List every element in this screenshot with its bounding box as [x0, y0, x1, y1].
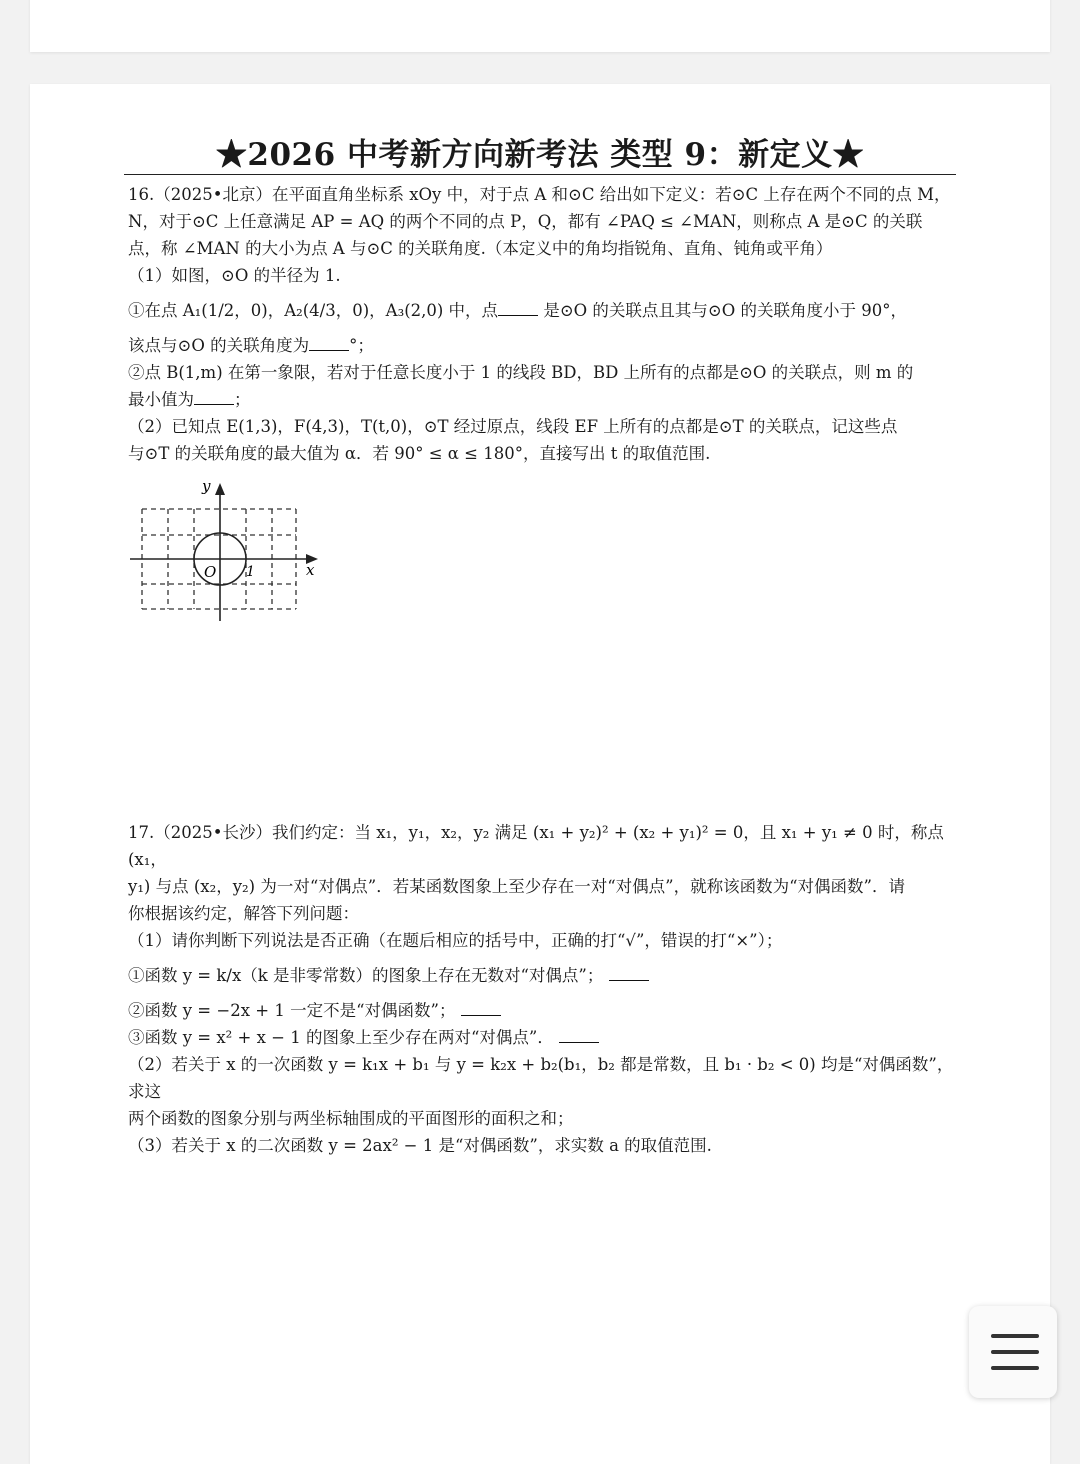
q16-part1-item2-cont: 最小值为 ； [128, 390, 251, 409]
y-axis-arrow-icon [215, 483, 225, 495]
q16-part1-item2: ②点 B(1,m) 在第一象限，若对于任意长度小于 1 的线段 BD，BD 上所有的点都是⊙O 的关联点，则 m 的 [128, 363, 914, 382]
q17-item3: ③函数 y = x² + x − 1 的图象上至少存在两对“对偶点”． [128, 1024, 954, 1051]
page-title: ★2026 中考新方向新考法 类型 9：新定义★ [215, 137, 865, 173]
q17-part2: （2）若关于 x 的一次函数 y = k₁x + b₁ 与 y = k₂x + b₂(b₁，b₂ 都是常数，且 b₁ · b₂ < 0) 均是“对偶函数”，求这 [128, 1055, 954, 1101]
title-underline [124, 174, 956, 175]
origin-label: O [204, 563, 217, 581]
q16-line-2: N，对于⊙C 上任意满足 AP = AQ 的两个不同的点 P，Q，都有 ∠PAQ ≤ ∠MAN，则称点 A 是⊙C 的关联 [128, 212, 923, 231]
q16-line-3: 点，称 ∠MAN 的大小为点 A 与⊙C 的关联角度.（本定义中的角均指锐角、直角、钝角或平角） [128, 239, 833, 258]
x-axis-label: x [306, 561, 315, 579]
hamburger-menu-icon [991, 1366, 1039, 1370]
q17-part3: （3）若关于 x 的二次函数 y = 2ax² − 1 是“对偶函数”，求实数 a 的取值范围. [128, 1136, 712, 1155]
answer-blank[interactable] [609, 964, 649, 981]
q17-part2-cont: 两个函数的图象分别与两坐标轴围成的平面图形的面积之和； [128, 1109, 574, 1128]
previous-page [30, 0, 1050, 52]
circle-grid-figure [126, 479, 326, 627]
answer-blank[interactable] [309, 334, 349, 351]
q16-part2-cont: 与⊙T 的关联角度的最大值为 α．若 90° ≤ α ≤ 180°，直接写出 t 的取值范围. [128, 444, 711, 463]
q17-line-3: 你根据该约定，解答下列问题： [128, 904, 359, 923]
page-content [128, 181, 954, 1159]
menu-button[interactable] [969, 1306, 1057, 1398]
q17-line-2: y₁) 与点 (x₂，y₂) 为一对“对偶点”．若某函数图象上至少存在一对“对偶点”，就称该函数为“对偶函数”．请 [128, 877, 905, 896]
q16-part2: （2）已知点 E(1,3)，F(4,3)，T(t,0)，⊙T 经过原点，线段 EF 上所有的点都是⊙T 的关联点，记这些点 [128, 417, 898, 436]
hamburger-menu-icon [991, 1334, 1039, 1338]
tick-label-1: 1 [246, 564, 255, 580]
q17-line-1: 17.（2025•长沙）我们约定：当 x₁，y₁，x₂，y₂ 满足 (x₁ + y₂)² + (x₂ + y₁)² = 0，且 x₁ + y₁ ≠ 0 时，称点 (x₁， [128, 823, 944, 869]
answer-blank[interactable] [194, 388, 234, 405]
q17-item2: ②函数 y = −2x + 1 一定不是“对偶函数”； [128, 997, 954, 1024]
y-axis-label: y [202, 479, 211, 495]
q17-part1-intro: （1）请你判断下列说法是否正确（在题后相应的括号中，正确的打“√”，错误的打“×”）； [128, 931, 783, 950]
q16-line-1: 16.（2025•北京）在平面直角坐标系 xOy 中，对于点 A 和⊙C 给出如下定义：若⊙C 上存在两个不同的点 M， [128, 185, 951, 204]
answer-blank[interactable] [498, 299, 538, 316]
q16-part1-item1: ①在点 A₁(1/2，0)，A₂(4/3，0)，A₃(2,0) 中，点 是⊙O 的关联点且其与⊙O 的关联角度小于 90°， [128, 301, 907, 320]
q16-part1-intro: （1）如图，⊙O 的半径为 1. [128, 266, 341, 285]
hamburger-menu-icon [991, 1350, 1039, 1354]
answer-blank[interactable] [559, 1026, 599, 1043]
answer-blank[interactable] [461, 999, 501, 1016]
q17-item1: ①函数 y = k/x（k 是非零常数）的图象上存在无数对“对偶点”； [128, 962, 954, 989]
q16-part1-item1-cont: 该点与⊙O 的关联角度为 °； [128, 336, 374, 355]
document-page [30, 84, 1050, 1464]
